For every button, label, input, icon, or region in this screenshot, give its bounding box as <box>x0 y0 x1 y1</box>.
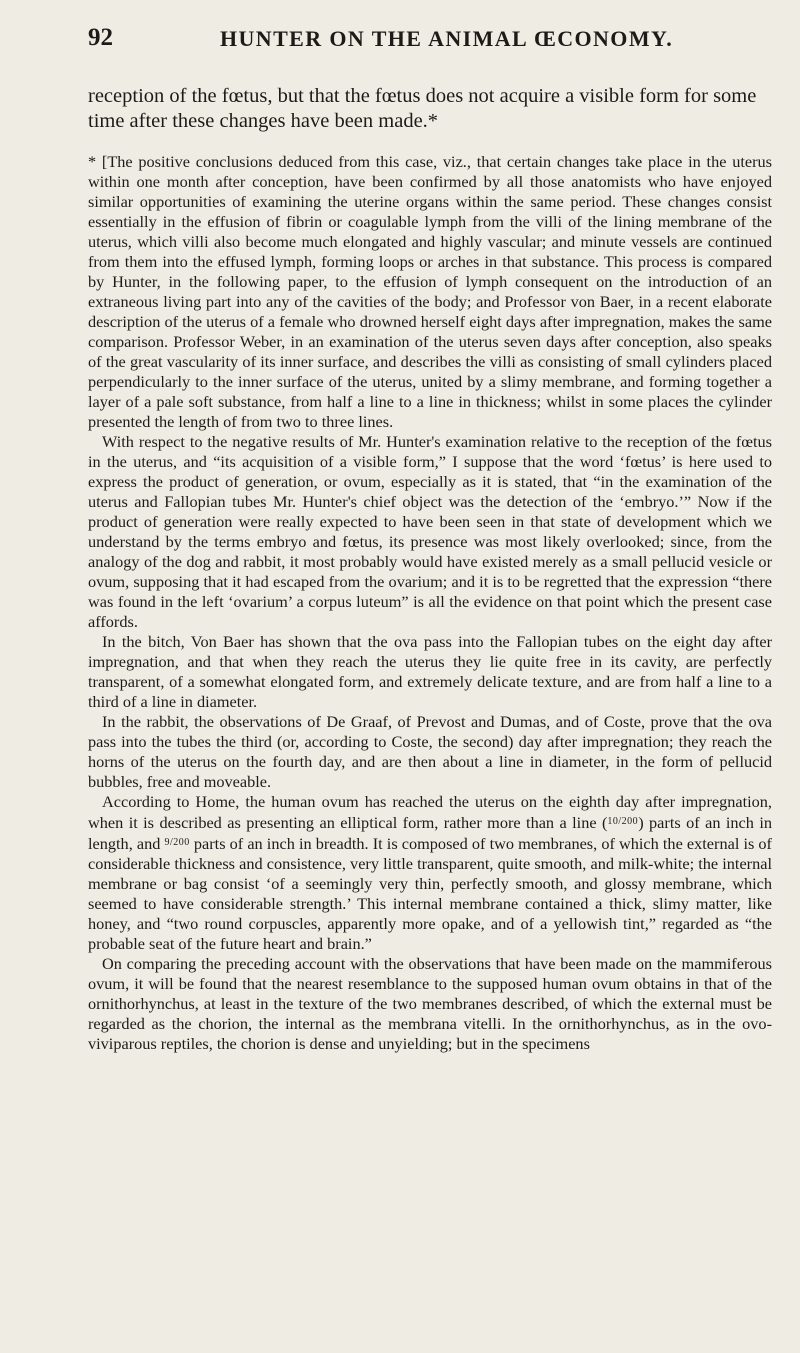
fraction-breadth: 9/200 <box>164 837 190 848</box>
footnote-paragraph: * [The positive conclusions deduced from this case, viz., that certain changes take place in the uterus within one month after conception, have been confirmed by all those anatomists who have enjoyed similar opportunities of examining the uterine organs within the same period. These changes consist essentially in the effusion of fibrin or coagulable lymph from the villi of the lining membrane of the uterus, which villi also become much elongated and highly vascular; and minute vessels are continued from them into the effused lymph, forming loops or arches in that substance. This process is compared by Hunter, in the following paper, to the effusion of lymph consequent on the introduction of an extraneous living part into any of the cavities of the body; and Professor von Baer, in a recent elaborate description of the uterus of a female who drowned herself eight days after impregnation, makes the same comparison. Professor Weber, in an examination of the uterus seven days after conception, also speaks of the great vascularity of its inner surface, and describes the villi as consisting of small cylinders placed perpendicularly to the inner surface of the uterus, united by a slimy membrane, and forming together a layer of a pale soft substance, from half a line to a line in thickness; whilst in some places the cylinder presented the length of from two to three lines. <box>88 152 772 431</box>
page-header <box>88 24 772 58</box>
footnote <box>88 152 772 1054</box>
page-number: 92 <box>88 24 113 51</box>
main-text-paragraph: reception of the fœtus, but that the fœtus does not acquire a visible form for some time after these changes have been made.* <box>88 85 757 132</box>
footnote-paragraph-home <box>88 792 772 954</box>
running-head: HUNTER ON THE ANIMAL ŒCONOMY. <box>220 26 674 51</box>
footnote-paragraph: With respect to the negative results of Mr. Hunter's examination relative to the reception of the fœtus in the uterus, and “its acquisition of a visible form,” I suppose that the word ‘fœtus’ is here used to express the product of generation, or ovum, especially as it is stated, that “in the examination of the uterus and Fallopian tubes Mr. Hunter's chief object was the detection of the ‘embryo.’” Now if the product of generation were really expected to have been seen in that state of development which we understand by the terms embryo and fœtus, its presence was most likely overlooked; since, from the analogy of the dog and rabbit, it most probably would have existed merely as a small pellucid vesicle or ovum, supposing that it had escaped from the ovarium; and it is to be regretted that the expression “there was found in the left ‘ovarium’ a corpus luteum” is all the evidence on that point which the present case affords. <box>88 432 772 631</box>
footnote-paragraph: In the bitch, Von Baer has shown that the ova pass into the Fallopian tubes on the eight day after impregnation, and that when they reach the uterus they lie quite free in its cavity, are perfectly transparent, of a somewhat elongated form, and extremely delicate texture, and are from half a line to a third of a line in diameter. <box>88 632 772 711</box>
footnote-text-segment: parts of an inch in breadth. It is composed of two membranes, of which the external is of considerable thickness and consistence, very little transparent, quite smooth, and milk-white; the internal membrane or bag consist ‘of a seemingly very thin, perfectly smooth, and glossy membrane, which seemed to have considerable strength.’ This internal membrane contained a thick, slimy matter, like honey, and “two round corpuscles, apparently more opake, and of a yellowish tint,” regarded as “the probable seat of the future heart and brain.” <box>88 834 772 953</box>
page-body <box>88 84 772 1054</box>
footnote-text-segment: According to Home, the human ovum has reached the uterus on the eighth day after impregnation, when it is described as presenting an elliptical form, rather more than a line ( <box>88 792 772 832</box>
footnote-paragraph: In the rabbit, the observations of De Graaf, of Prevost and Dumas, and of Coste, prove that the ova pass into the tubes the third (or, according to Coste, the second) day after impregnation; they reach the horns of the uterus on the fourth day, and are then about a line in diameter, in the form of pellucid bubbles, free and moveable. <box>88 712 772 791</box>
fraction-length: 10/200 <box>607 816 639 827</box>
footnote-paragraph: On comparing the preceding account with the observations that have been made on the mammiferous ovum, it will be found that the nearest resemblance to the supposed human ovum obtains in that of the ornithorhynchus, at least in the texture of the two membranes described, of which the external must be regarded as the chorion, the internal as the membrana vitelli. In the ornithorhynchus, as in the ovo-viviparous reptiles, the chorion is dense and unyielding; but in the specimens <box>88 954 772 1053</box>
footnote-text-segment: ) parts of an inch in length, and <box>88 813 772 853</box>
